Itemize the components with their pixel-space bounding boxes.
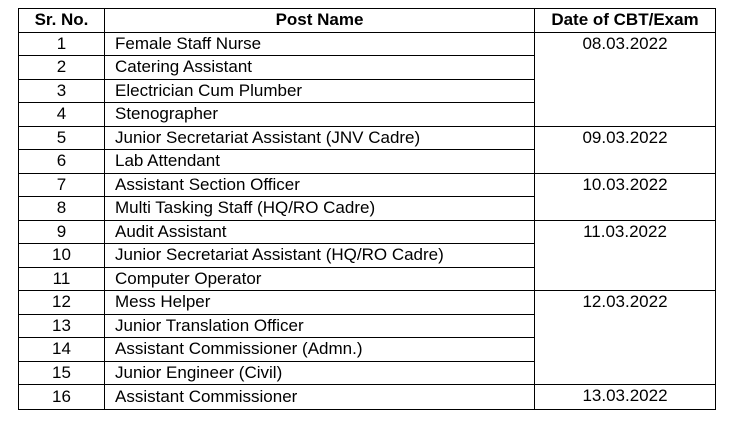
post-name-cell: Stenographer [105, 103, 535, 127]
table-body [19, 32, 716, 409]
table-row [19, 173, 716, 197]
table-row [19, 126, 716, 150]
sr-no-cell: 11 [19, 267, 105, 291]
sr-no-cell: 3 [19, 79, 105, 103]
sr-no-cell: 6 [19, 150, 105, 174]
sr-no-cell: 7 [19, 173, 105, 197]
exam-date-cell: 11.03.2022 [535, 220, 716, 291]
post-name-cell: Electrician Cum Plumber [105, 79, 535, 103]
post-name-cell: Female Staff Nurse [105, 32, 535, 56]
post-name-cell: Junior Secretariat Assistant (HQ/RO Cadre) [105, 244, 535, 268]
post-name-cell: Catering Assistant [105, 56, 535, 80]
exam-date-cell: 12.03.2022 [535, 291, 716, 385]
post-name-cell: Audit Assistant [105, 220, 535, 244]
header-sr-no: Sr. No. [19, 9, 105, 33]
sr-no-cell: 8 [19, 197, 105, 221]
post-name-cell: Assistant Commissioner [105, 385, 535, 410]
post-name-cell: Computer Operator [105, 267, 535, 291]
table-row [19, 291, 716, 315]
table-row [19, 220, 716, 244]
post-name-cell: Multi Tasking Staff (HQ/RO Cadre) [105, 197, 535, 221]
post-name-cell: Junior Secretariat Assistant (JNV Cadre) [105, 126, 535, 150]
sr-no-cell: 16 [19, 385, 105, 410]
sr-no-cell: 5 [19, 126, 105, 150]
table-row [19, 32, 716, 56]
post-name-cell: Assistant Section Officer [105, 173, 535, 197]
sr-no-cell: 9 [19, 220, 105, 244]
post-name-cell: Lab Attendant [105, 150, 535, 174]
sr-no-cell: 4 [19, 103, 105, 127]
post-name-cell: Junior Translation Officer [105, 314, 535, 338]
sr-no-cell: 2 [19, 56, 105, 80]
table-row [19, 385, 716, 410]
sr-no-cell: 10 [19, 244, 105, 268]
sr-no-cell: 15 [19, 361, 105, 385]
exam-date-cell: 09.03.2022 [535, 126, 716, 173]
post-name-cell: Junior Engineer (Civil) [105, 361, 535, 385]
header-row [19, 9, 716, 33]
sr-no-cell: 14 [19, 338, 105, 362]
exam-schedule-table [18, 8, 716, 410]
sr-no-cell: 12 [19, 291, 105, 315]
post-name-cell: Mess Helper [105, 291, 535, 315]
sr-no-cell: 1 [19, 32, 105, 56]
header-post-name: Post Name [105, 9, 535, 33]
exam-date-cell: 13.03.2022 [535, 385, 716, 410]
exam-date-cell: 10.03.2022 [535, 173, 716, 220]
sr-no-cell: 13 [19, 314, 105, 338]
post-name-cell: Assistant Commissioner (Admn.) [105, 338, 535, 362]
exam-date-cell: 08.03.2022 [535, 32, 716, 126]
header-date: Date of CBT/Exam [535, 9, 716, 33]
table-header [19, 9, 716, 33]
